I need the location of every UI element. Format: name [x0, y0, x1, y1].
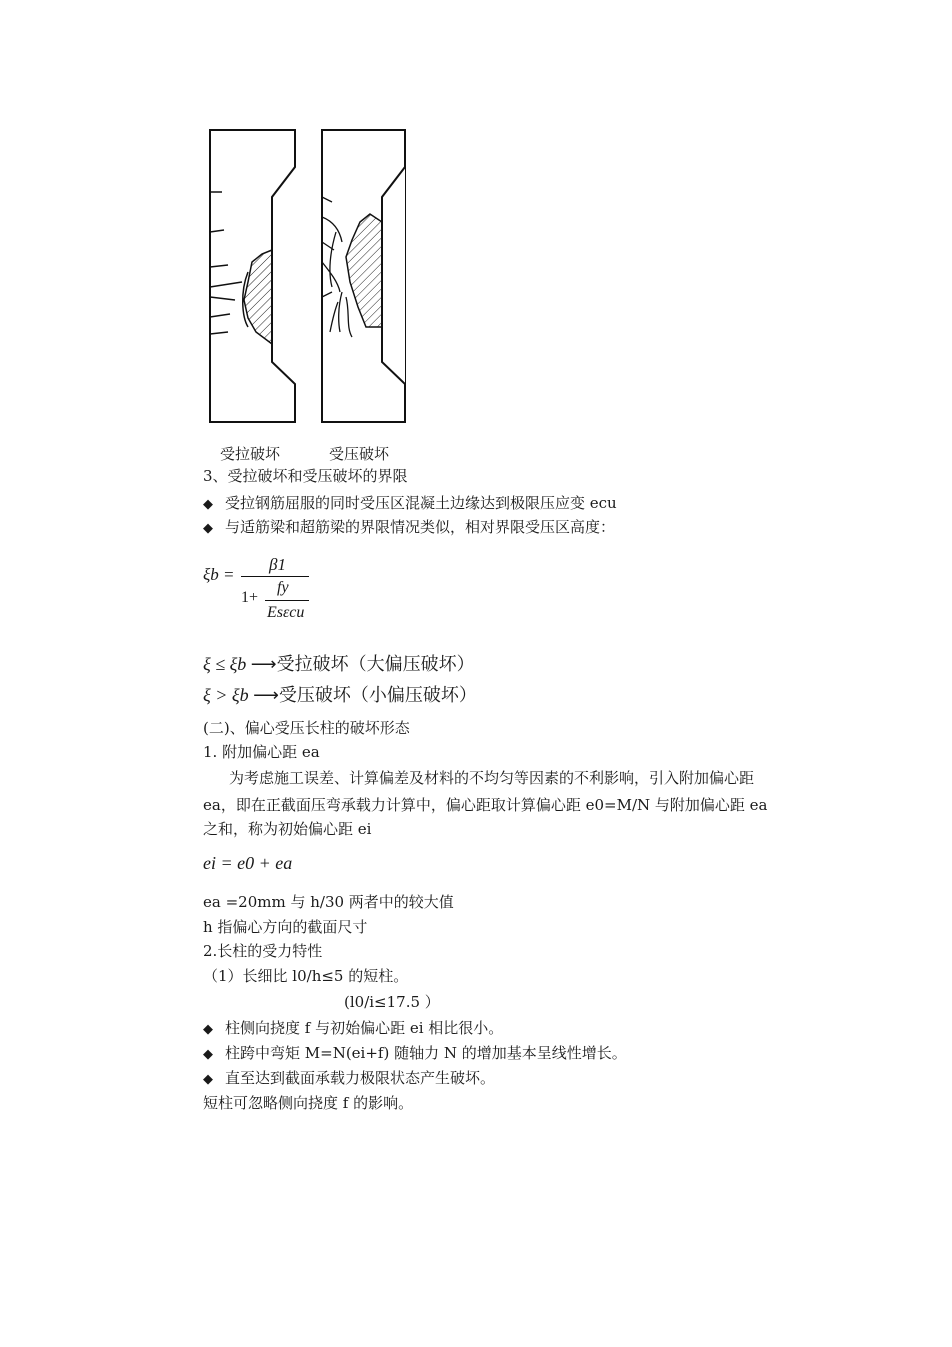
item1-heading: 1. 附加偏心距 ea [203, 743, 320, 761]
arrow-right-icon: ⟶ [253, 685, 279, 705]
formula-den-one: 1+ [241, 589, 259, 606]
inner-fraction-bar [265, 600, 309, 601]
relation-row-1 [203, 650, 475, 676]
relation-row-2 [203, 681, 477, 707]
diamond-bullet-icon: ◆ [203, 1047, 213, 1062]
diamond-bullet-icon: ◆ [203, 521, 213, 536]
column-failure-figure [200, 122, 420, 432]
h-definition: h 指偏心方向的截面尺寸 [203, 918, 368, 936]
bullet-item [203, 1018, 503, 1040]
tension-hatch-zone [244, 250, 272, 344]
section3-heading: 3、受拉破坏和受压破坏的界限 [203, 467, 408, 485]
paragraph-line-3: 之和，称为初始偏心距 ei [203, 820, 372, 838]
formula-lhs: ξb = [203, 565, 235, 584]
arrow-right-icon: ⟶ [250, 654, 277, 674]
formula-den-den: Esεcu [267, 604, 305, 621]
paragraph-line-1: 为考虑施工误差、计算偏差及材料的不均匀等因素的不利影响，引入附加偏心距 [229, 769, 755, 787]
caption-tension: 受拉破坏 [220, 445, 281, 463]
relation1-text: 受拉破坏（大偏压破坏） [276, 654, 475, 675]
bullet-item [203, 1068, 495, 1090]
relation2-lhs: ξ > ξb [203, 685, 249, 705]
section3-bullet2: 与适筋梁和超筋梁的界限情况类似，相对界限受压区高度： [225, 518, 616, 536]
relation1-lhs: ξ ≤ ξb [203, 654, 247, 674]
section-long-heading: (二)、偏心受压长柱的破坏形态 [203, 719, 410, 737]
bullet-item [203, 517, 615, 539]
bullet-item [203, 1043, 627, 1065]
formula-xi-b [203, 555, 333, 635]
formula-ei: ei = e0 + ea [203, 853, 293, 873]
bullet-item [203, 493, 617, 515]
relation2-text: 受压破坏（小偏压破坏） [278, 685, 477, 706]
short-col-bullet3: 直至达到截面承载力极限状态产生破坏。 [225, 1069, 496, 1087]
section3-bullet1: 受拉钢筋屈服的同时受压区混凝土边缘达到极限压应变 ecu [225, 494, 617, 512]
fraction-bar [241, 576, 309, 577]
ea-definition: ea =20mm 与 h/30 两者中的较大值 [203, 893, 454, 911]
formula-numerator: β1 [269, 555, 286, 574]
formula-den-num: fy [277, 579, 289, 596]
short-col-bullet2: 柱跨中弯矩 M=N(ei+f) 随轴力 N 的增加基本呈线性增长。 [225, 1044, 627, 1062]
short-column-alt-criterion: (l0/i≤17.5 ） [344, 993, 440, 1011]
diamond-bullet-icon: ◆ [203, 1072, 213, 1087]
caption-compression: 受压破坏 [329, 445, 390, 463]
diamond-bullet-icon: ◆ [203, 497, 213, 512]
short-column-criterion: （1）长细比 l0/h≤5 的短柱。 [203, 967, 409, 985]
short-col-bullet1: 柱侧向挠度 f 与初始偏心距 ei 相比很小。 [225, 1019, 504, 1037]
conclusion-text: 短柱可忽略侧向挠度 f 的影响。 [203, 1094, 414, 1112]
paragraph-line-2: ea，即在正截面压弯承载力计算中，偏心距取计算偏心距 e0=M/N 与附加偏心距 ea [203, 796, 768, 814]
item2-heading: 2.长柱的受力特性 [203, 942, 323, 960]
diamond-bullet-icon: ◆ [203, 1022, 213, 1037]
